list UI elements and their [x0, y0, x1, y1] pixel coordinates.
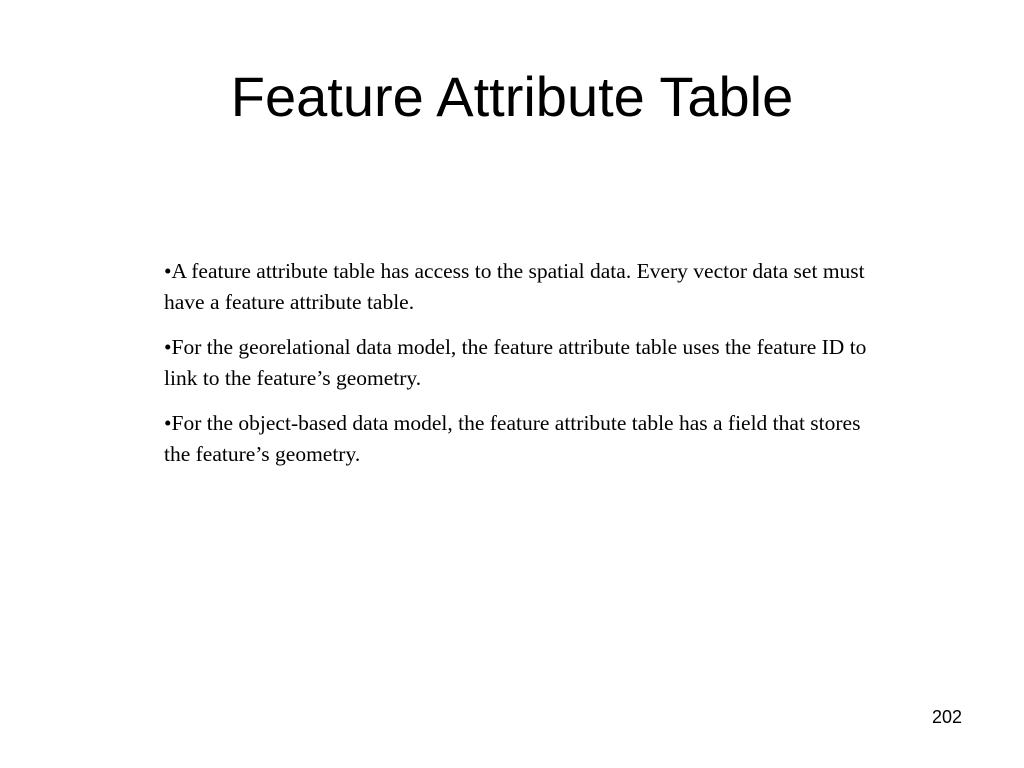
page-number: 202 [931, 707, 962, 727]
slide-title: Feature Attribute Table [230, 65, 794, 128]
bullet-item-2: •For the georelational data model, the feature attribute table uses the feature ID to link to the feature’s geometry. [164, 335, 867, 390]
bullet-list [164, 256, 884, 484]
bullet-item-1: •A feature attribute table has access to the spatial data. Every vector data set must have a feature attribute table. [164, 259, 865, 314]
bullet-item-3: •For the object-based data model, the feature attribute table has a field that stores the feature’s geometry. [164, 411, 861, 466]
